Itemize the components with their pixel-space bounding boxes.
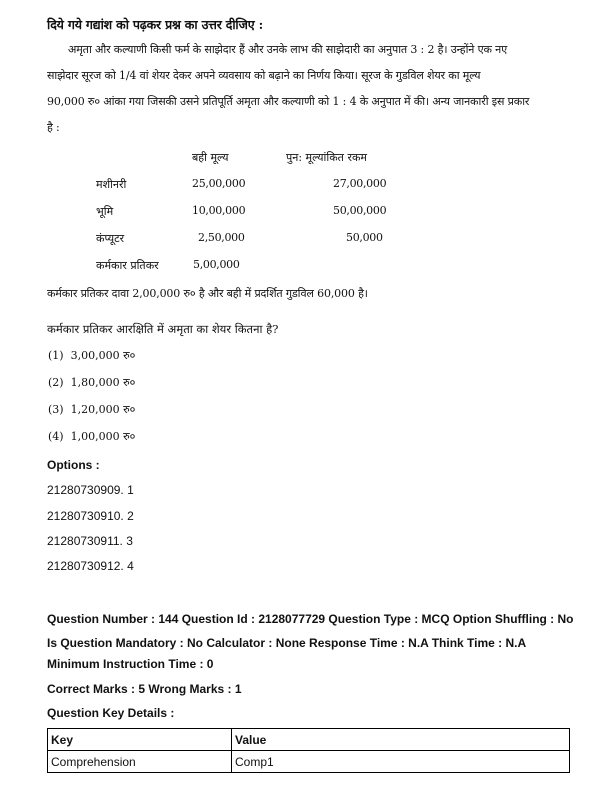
row-label-land: भूमि	[96, 205, 114, 218]
key-details-label: Question Key Details :	[47, 706, 175, 720]
passage-line-3: 90,000 रु० आंका गया जिसकी उसने प्रतिपूर्ति अमृता और कल्याणी को 1 : 4 के अनुपात में की। अन्य जानकारी इस प्रकार	[47, 95, 530, 108]
key-cell: Comprehension	[48, 751, 232, 773]
choice-text: 1,20,000 रु०	[70, 403, 136, 416]
value-header: Value	[232, 729, 570, 751]
choice-number: (4)	[48, 430, 64, 443]
option-id-1: 21280730909. 1	[47, 483, 134, 497]
row-book-machinery: 25,00,000	[192, 177, 246, 190]
option-id-3: 21280730911. 3	[47, 534, 133, 548]
choice-2	[48, 375, 135, 390]
key-header: Key	[48, 729, 232, 751]
row-book-land: 10,00,000	[192, 204, 246, 217]
passage-line-2: साझेदार सूरज को 1/4 वां शेयर देकर अपने व्यवसाय को बढ़ाने का निर्णय किया। सूरज के गुडविल शेयर का मूल्य	[47, 69, 481, 82]
table-row	[48, 729, 570, 751]
question-meta-line-1: Question Number : 144 Question Id : 2128077729 Question Type : MCQ Option Shuffling : No	[47, 612, 574, 626]
choice-4	[48, 429, 135, 444]
row-reval-machinery: 27,00,000	[333, 177, 387, 190]
choice-1	[48, 348, 135, 363]
row-reval-computer: 50,000	[346, 231, 383, 244]
value-cell: Comp1	[232, 751, 570, 773]
question-meta-line-3: Minimum Instruction Time : 0	[47, 657, 214, 671]
choice-number: (1)	[48, 349, 64, 362]
key-details-table	[47, 728, 570, 773]
option-id-2: 21280730910. 2	[47, 509, 134, 523]
row-reval-land: 50,00,000	[333, 204, 387, 217]
passage-heading: दिये गये गद्यांश को पढ़कर प्रश्न का उत्तर दीजिए :	[47, 17, 264, 32]
header-revalued-amount: पुन: मूल्यांकित रकम	[286, 151, 367, 164]
choice-number: (3)	[48, 403, 64, 416]
option-id-4: 21280730912. 4	[47, 559, 134, 573]
passage-line-4: है :	[47, 121, 60, 134]
passage-line-1: अमृता और कल्याणी किसी फर्म के साझेदार हैं और उनके लाभ की साझेदारी का अनुपात 3 : 2 है। उन्होंने एक नए	[68, 43, 508, 56]
question-meta-line-2: Is Question Mandatory : No Calculator : None Response Time : N.A Think Time : N.A	[47, 636, 527, 650]
options-label: Options :	[47, 458, 100, 472]
row-book-computer: 2,50,000	[198, 231, 245, 244]
row-label-machinery: मशीनरी	[96, 178, 127, 191]
row-label-workmen-compensation: कर्मकार प्रतिकर	[96, 259, 159, 272]
marks-line: Correct Marks : 5 Wrong Marks : 1	[47, 682, 242, 696]
choice-text: 1,00,000 रु०	[70, 430, 136, 443]
choice-text: 1,80,000 रु०	[70, 376, 136, 389]
question-text: कर्मकार प्रतिकर आरक्षिति में अमृता का शेयर कितना है?	[47, 322, 279, 336]
header-book-value: बही मूल्य	[192, 151, 229, 164]
choice-3	[48, 402, 135, 417]
choice-number: (2)	[48, 376, 64, 389]
row-book-workmen-compensation: 5,00,000	[193, 258, 240, 271]
table-row	[48, 751, 570, 773]
claim-note: कर्मकार प्रतिकर दावा 2,00,000 रु० है और बही में प्रदर्शित गुडविल 60,000 है।	[47, 287, 368, 300]
choice-text: 3,00,000 रु०	[70, 349, 136, 362]
row-label-computer: कंप्यूटर	[96, 232, 125, 245]
